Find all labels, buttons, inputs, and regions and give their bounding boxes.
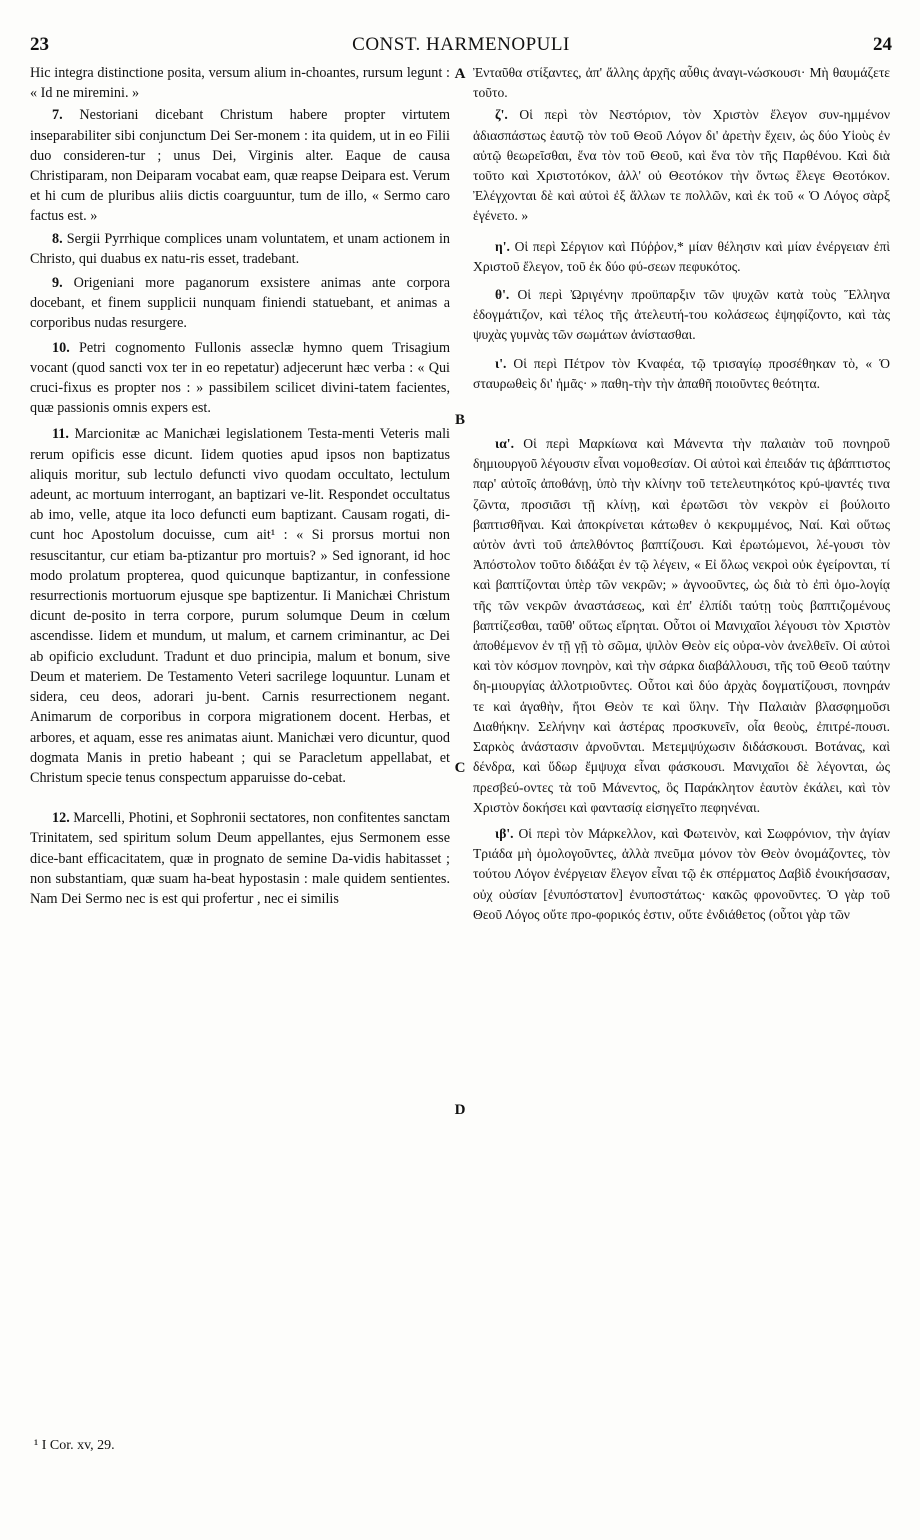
greek-paragraph-8: η'. Οἱ περὶ Σέργιον καὶ Πύῤῥον,* μίαν θέλησιν καὶ μίαν ἐνέργειαν ἐπὶ Χριστοῦ ἔλεγον, τοῦ ἐκ δύο φύ-σεων πεφυκότος. (473, 238, 890, 274)
running-title: CONST. HARMENOPULI (352, 34, 570, 55)
margin-marker-d: D (454, 1102, 466, 1118)
latin-paragraph-7: 7. Nestoriani dicebant Christum habere propter virtutem inseparabiliter sibi conjunctum Dei Ser-monem : ita quidem, ut in eo Filii duo consideren-tur ; unus Dei, Virginis alter. Eaque de causa Christiparam, non Deiparam vocabat eam, quæ reapse Deipara est. Verum et hi cum de pluribus aliis dictis coarguuntur, tum de illo, « Sermo caro factus est. » (30, 107, 450, 225)
latin-paragraph-12: 12. Marcelli, Photini, et Sophronii sectatores, non confitentes sanctam Trinitatem, sed spiritum solum Deum appellantes, ejus Sermonem esse dice-bant efficacitatem, quæ in prognato de semine Da-vidis habitasset ; non substantiam, quæ suam ha-beat hypostasin : male quidem sentientes. Nam Dei Sermo nec is est qui profertur , nec ei similis (30, 810, 450, 907)
latin-column (30, 63, 450, 909)
latin-paragraph-10: 10. Petri cognomento Fullonis asseclæ hymno quem Trisagium vocant (quod sancti vox ter in eo repetatur) adjecerunt hæc verba : « Qui cruci-fixus es propter nos : » passibilem scilicet divini-tatem facientes, quæ passionis omnis expers est. (30, 339, 450, 417)
greek-paragraph-intro: Ἐνταῦθα στίξαντες, ἀπ' ἄλλης ἀρχῆς αὖθις ἀναγι-νώσκουσι· Μὴ θαυμάζετε τοῦτο. (473, 65, 890, 101)
margin-marker-c: C (454, 760, 466, 776)
greek-paragraph-12: ιβ'. Οἱ περὶ τὸν Μάρκελλον, καὶ Φωτεινὸν, καὶ Σωφρόνιον, τὴν ἁγίαν Τριάδα μὴ ὁμολογοῦντες, ἀλλὰ πνεῦμα μόνον τὸν Θεὸν ὀνομάζοντες, τὸν τούτου Λόγον ἐνέργειαν ἔλεγον εἶναι τῷ ἐκ σπέρματος Δαβὶδ ἐνοικήσασαν, οὐχ οὐσίαν [ἐνυπόστατον] ἐνυποστάτως· κακῶς φρονοῦντες. Ὁ γὰρ τοῦ Θεοῦ Λόγος οὔτε προ-φορικός ἐστιν, οὔτε ἐνδιάθετος (οὗτοι γὰρ τῶν (473, 825, 890, 922)
latin-paragraph-8: 8. Sergii Pyrrhique complices unam voluntatem, et unam actionem in Christo, qui duabus ex natu-ris esset, tradebant. (30, 230, 450, 267)
page-number-right: 24 (873, 34, 892, 55)
page-number-left: 23 (30, 34, 49, 55)
greek-paragraph-7: ζ'. Οἱ περὶ τὸν Νεστόριον, τὸν Χριστὸν ἔλεγον συν-ημμένον ἀδιασπάστως ἑαυτῷ τὸν τοῦ Θεοῦ Λόγον δι' ἀρετὴν ἔχειν, ὡς δύο Υἱοὺς ἐν αὐτῷ θεωρεῖσθαι, ἕνα τὸν τοῦ Θεοῦ, καὶ ἕνα τὸν τῆς Παρθένου. Καὶ διὰ τοῦτο καὶ Χριστοτόκον, ἀλλ' οὐ Θεοτόκον τὴν ὄντως ἔλεγε Θεοτόκον. Ἐλέγχονται δὲ καὶ αὐτοὶ ἐξ ἄλλων τε πολλῶν, καὶ ἐκ τοῦ « Ὁ Λόγος σὰρξ ἐγένετο. » (473, 107, 890, 224)
page-header (30, 32, 892, 58)
greek-paragraph-9: θ'. Οἱ περὶ Ὠριγένην προϋπαρξιν τῶν ψυχῶν κατὰ τοὺς Ἕλληνα ἐδογμάτιζον, καὶ τέλος τῆς ἀτελευτή-του κολάσεως ἐψηφίζοντο, καὶ τὰς ψυχὰς γυμνὰς τῶν σωμάτων ἀνίστασθαι. (473, 287, 890, 343)
latin-paragraph-9: 9. Origeniani more paganorum exsistere animas ante corpora docebant, et finem supplicii nunquam finiendi statuebant, et animas a corporibus nudas resurgere. (30, 275, 450, 332)
greek-column (473, 63, 890, 925)
latin-paragraph-11: 11. Marcionitæ ac Manichæi legislationem Testa-menti Veteris mali rerum opificis esse dicunt. Iidem quoties apud ipsos non baptizatus aliquis moritur, sub lectulo defuncti vivo quodam occultato, lectulum adeunt, ac mortuum interrogant, an baptizari ve-lit. Respondet occultatus ab imo, velle, atque ita loco defuncti eum baptizant. Causam rogati, di-cunt hoc Apostolum docuisse, cum ait¹ : « Si prorsus mortui non resuscitantur, cur etiam ba-ptizantur pro mortuis? » Sed ignorant, id hoc modo prolatum propterea, quod quicunque baptizantur, in confessione resurrectionis mortuorum ejusque spe baptizentur. Ii Manichæi Christum dicunt de-posito in terra corpore, purum solumque Deum in cœlum ascendisse. Iidem et mundum, ut malum, et carnem criminantur, ac Dei ab opificio excludunt. Tradunt et duo principia, malum et bonum, sive Deum et materiem. De Testamento Veteri sacrilege loquuntur. Lunam et sidera, ceu deos, adorari ju-bent. Carnis resurrectionem negant. Animarum de corporibus in corpora migrationem docent. Herbas, et arbores, et aquam, esse res animatas aiunt. Manichæi vero dicuntur, quod dogmata Manis in pretio habeant ; qui se Paracletum appellabat, et Christum specie tenus conspectum apparuisse do-cebat. (30, 426, 450, 786)
latin-paragraph-intro: Hic integra distinctione posita, versum alium in-choantes, rursum legunt : « Id ne miremini. » (30, 65, 450, 102)
greek-paragraph-11: ια'. Οἱ περὶ Μαρκίωνα καὶ Μάνεντα τὴν παλαιὰν τοῦ πονηροῦ δημιουργοῦ λέγουσιν εἶναι νομοθεσίαν. Οἱ αὐτοὶ καὶ ἐπειδάν τις ἀβάπτιστος παρ' αὐτοῖς ἀποθάνῃ, ὑπὸ τὴν κλίνην τοῦ τετελευτηκότος κρύ-ψαντές τινα ζῶντα, προσιᾶσι τῇ κλίνῃ, καὶ ἐρωτῶσι τὸν νεκρὸν εἰ βούλοιτο βαπτισθῆναι. Καὶ ἀποκρίνεται κάτωθεν ὁ κεκρυμμένος, Ναί. Καὶ οὕτως αὐτὸν ἀντὶ τοῦ ἀπελθόντος βαπτίζουσι. Καὶ ἐρωτώμενοι, λέ-γουσι τὸν Ἀπόστολον τοῦτο διδάξαι ἐν τῷ λέγειν, « Εἰ ὅλως νεκροὶ οὐκ ἐγείρονται, τί καὶ βαπτίζονται ὑπὲρ τῶν νεκρῶν; » ἀγνοοῦντες, ὡς διὰ τὸ ἐπὶ ὁμο-λογίᾳ τῆς τῶν νεκρῶν ἀναστάσεως, καὶ ἐπ' ἐλπίδι ταύτῃ τοὺς βαπτιζομένους βαπτίζεσθαι, ταῦθ' οὕτως εἴρηται. Οὗτοι οἱ Μανιχαῖοι λέγουσι τὸν Χριστὸν ἀποθέμενον ἐν τῇ γῇ τὸ σῶμα, ψιλὸν Θεὸν εἰς οὐρα-νὸν ἀνελθεῖν. Οἱ αὐτοὶ καὶ τὸν κόσμον πονηρὸν, καὶ τὴν σάρκα διαβάλλουσι, τῆς τοῦ Θεοῦ ταύτην δη-μιουργίας ἀλλοτριοῦντες. Οὗτοι καὶ δύο ἀρχὰς δογματίζουσι, πονηράν τε καὶ ἀγαθὴν, ἤτοι Θεὸν τε καὶ ὕλην. Τὴν Παλαιὰν βλασφημοῦσι Διαθήκην. Σελήνην καὶ ἀστέρας προσκυνεῖν, οἷα θεοὺς, ἐπιτρέ-πουσι. Σαρκὸς ἀνάστασιν ἀρνοῦνται. Μετεμψύχωσιν διδάσκουσι. Βοτάνας, καὶ δένδρα, καὶ ὕδωρ ἔμψυχα εἶναι φάσκουσι. Μανιχαῖοι δὲ λέγονται, ὡς πρεσβεύ-οντες τὰ τοῦ Μάνεντος, ὃς Παράκλητον ἑαυτὸν ἐκάλει, καὶ τὸν Χριστὸν δοκήσει καὶ φαντασίᾳ εἰσηγεῖτο πεφηνέναι. (473, 436, 890, 815)
footnote: ¹ I Cor. xv, 29. (34, 1438, 115, 1453)
margin-marker-b: B (454, 412, 465, 428)
greek-paragraph-10: ι'. Οἱ περὶ Πέτρον τὸν Κναφέα, τῷ τρισαγίῳ προσέθηκαν τὸ, « Ὁ σταυρωθεὶς δι' ἡμᾶς· » παθη-τὴν τὴν ἀπαθῆ ποιοῦντες θεότητα. (473, 355, 890, 391)
margin-marker-a: A (454, 66, 466, 82)
